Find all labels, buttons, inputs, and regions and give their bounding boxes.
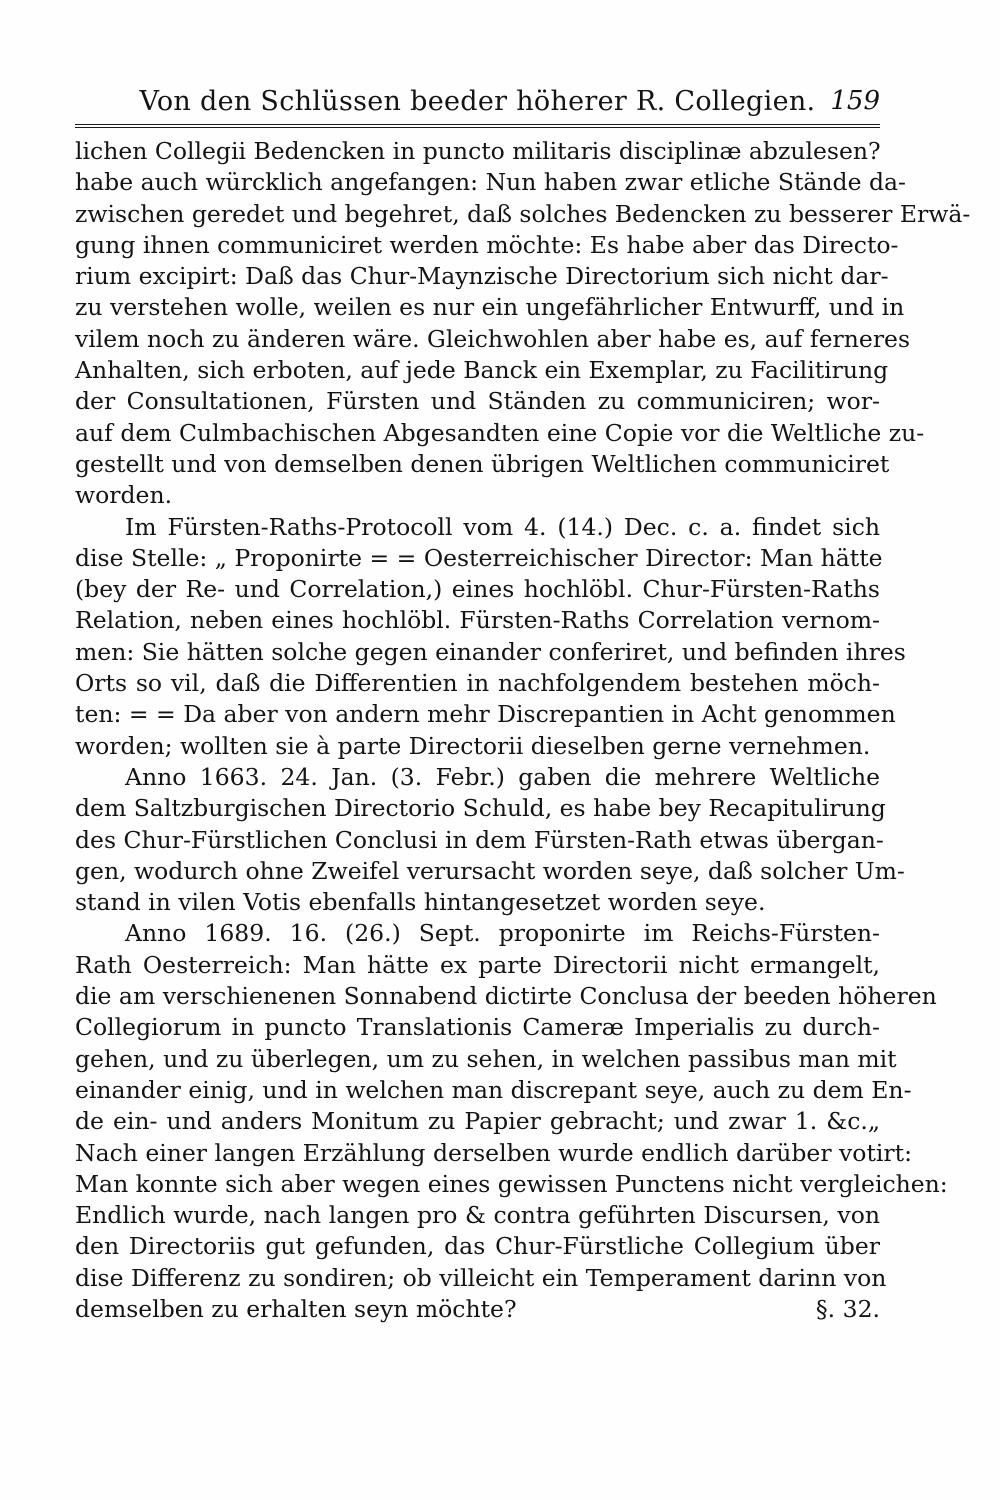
text-line: Endlich wurde, nach langen pro & contra geführten Discursen, von — [75, 1201, 880, 1230]
text-line: der Consultationen, Fürsten und Ständen zu communiciren; wor- — [75, 387, 880, 416]
text-line: worden. — [75, 481, 173, 510]
text-line: men: Sie hätten solche gegen einander conferiret, und befinden ihres — [75, 637, 906, 666]
text-line: Man konnte sich aber wegen eines gewissen Punctens nicht vergleichen: — [75, 1169, 948, 1198]
text-line: rium excipirt: Daß das Chur-Maynzische Directorium sich nicht dar- — [75, 262, 889, 291]
text-line: Im Fürsten-Raths-Protocoll vom 4. (14.) Dec. c. a. findet sich — [125, 512, 880, 541]
text-line: Nach einer langen Erzählung derselben wurde endlich darüber votirt: — [75, 1138, 913, 1167]
text-line: worden; wollten sie à parte Directorii dieselben gerne vernehmen. — [75, 731, 871, 760]
text-line: gen, wodurch ohne Zweifel verursacht worden seye, daß solcher Um- — [75, 856, 905, 885]
text-line: Relation, neben eines hochlöbl. Fürsten-Raths Correlation vernom- — [75, 606, 880, 635]
page-number: 159 — [830, 86, 880, 116]
text-line: Anno 1663. 24. Jan. (3. Febr.) gaben die mehrere Weltliche — [125, 762, 880, 791]
text-line: dise Differenz zu sondiren; ob villeicht ein Temperament darinn von — [75, 1263, 887, 1292]
text-line: zu verstehen wolle, weilen es nur ein ungefährlicher Entwurff, und in — [75, 293, 905, 322]
text-line: Orts so vil, daß die Differentien in nachfolgendem bestehen möch- — [75, 669, 880, 698]
text-line: dise Stelle: „ Proponirte = = Oesterreichischer Director: Man hätte — [75, 543, 883, 572]
final-line — [75, 1294, 880, 1325]
text-line: gestellt und von demselben denen übrigen Weltlichen communiciret — [75, 449, 890, 478]
text-line: demselben zu erhalten seyn möchte? — [75, 1294, 517, 1323]
text-line: die am verschienenen Sonnabend dictirte Conclusa der beeden höheren — [75, 982, 937, 1011]
text-line: dem Saltzburgischen Directorio Schuld, es habe bey Recapitulirung — [75, 794, 886, 823]
text-line: Anno 1689. 16. (26.) Sept. proponirte im Reichs-Fürsten- — [125, 919, 880, 948]
text-line: de ein- und anders Monitum zu Papier gebracht; und zwar 1. &c.„ — [75, 1107, 880, 1136]
text-line: stand in vilen Votis ebenfalls hintangesetzet worden seye. — [75, 888, 766, 917]
text-line: Collegiorum in puncto Translationis Cameræ Imperialis zu durch- — [75, 1013, 880, 1042]
text-line: Rath Oesterreich: Man hätte ex parte Directorii nicht ermangelt, — [75, 950, 880, 979]
text-line: (bey der Re- und Correlation,) eines hochlöbl. Chur-Fürsten-Raths — [75, 575, 880, 604]
text-line: lichen Collegii Bedencken in puncto militaris disciplinæ abzulesen? — [75, 137, 881, 165]
text-line: zwischen geredet und begehret, daß solches Bedencken zu besserer Erwä- — [75, 199, 971, 228]
text-line: vilem noch zu änderen wäre. Gleichwohlen aber habe es, auf ferneres — [75, 324, 911, 353]
text-line: des Chur-Fürstlichen Conclusi in dem Fürsten-Rath etwas übergan- — [75, 825, 884, 854]
header-rule — [75, 124, 880, 128]
text-line: einander einig, und in welchen man discrepant seye, auch zu dem En- — [75, 1075, 912, 1104]
text-line: gung ihnen communiciret werden möchte: Es habe aber das Directo- — [75, 230, 899, 259]
text-line: ten: = = Da aber von andern mehr Discrepantien in Acht genommen — [75, 700, 896, 729]
text-line: den Directoriis gut gefunden, das Chur-Fürstliche Collegium über — [75, 1232, 880, 1261]
text-line: gehen, und zu überlegen, um zu sehen, in welchen passibus man mit — [75, 1044, 897, 1073]
text-line: Anhalten, sich erboten, auf jede Banck ein Exemplar, zu Facilitirung — [75, 356, 889, 385]
catchword: §. 32. — [815, 1294, 880, 1323]
text-line: habe auch würcklich angefangen: Nun haben zwar etliche Stände da- — [75, 168, 906, 197]
text-line: auf dem Culmbachischen Abgesandten eine Copie vor die Weltliche zu- — [75, 418, 925, 447]
page-header — [75, 80, 880, 124]
running-title: Von den Schlüssen beeder höherer R. Collegien. — [139, 86, 816, 117]
body-text — [75, 136, 971, 1325]
